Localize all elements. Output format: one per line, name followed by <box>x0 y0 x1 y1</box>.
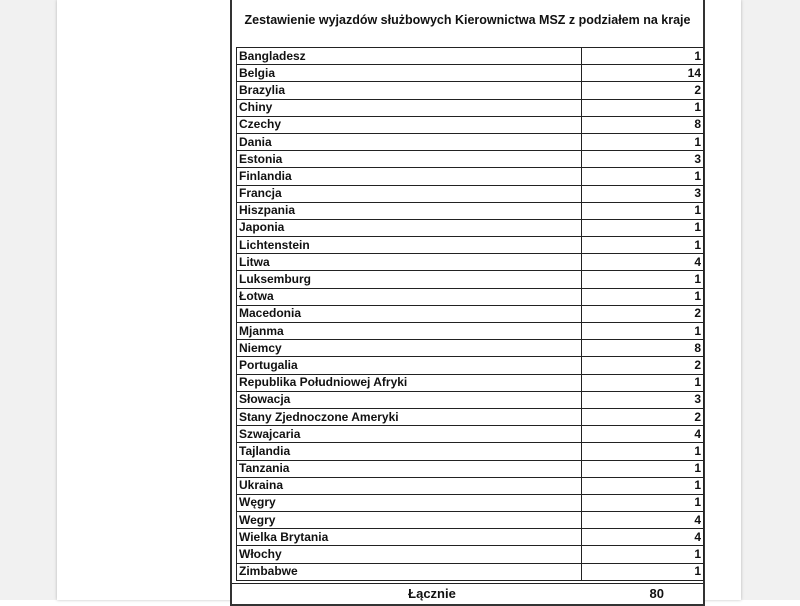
table-row <box>237 116 704 133</box>
country-cell: Estonia <box>237 151 582 168</box>
trip-count-cell: 4 <box>582 426 704 443</box>
trip-count-cell: 1 <box>582 271 704 288</box>
table-row <box>237 99 704 116</box>
trip-count-cell: 2 <box>582 408 704 425</box>
country-cell: Finlandia <box>237 168 582 185</box>
table-row <box>237 374 704 391</box>
country-cell: Węgry <box>237 494 582 511</box>
table-row <box>237 288 704 305</box>
country-cell: Litwa <box>237 254 582 271</box>
country-cell: Bangladesz <box>237 48 582 65</box>
document-page <box>57 0 741 600</box>
trip-count-cell: 1 <box>582 237 704 254</box>
trip-count-cell: 1 <box>582 546 704 563</box>
country-cell: Brazylia <box>237 82 582 99</box>
table-row <box>237 151 704 168</box>
trip-count-cell: 1 <box>582 48 704 65</box>
country-trips-table <box>236 47 704 581</box>
trip-count-cell: 8 <box>582 116 704 133</box>
table-row <box>237 254 704 271</box>
trip-count-cell: 2 <box>582 82 704 99</box>
country-cell: Wegry <box>237 512 582 529</box>
country-cell: Belgia <box>237 65 582 82</box>
trip-count-cell: 4 <box>582 529 704 546</box>
total-label: Łącznie <box>408 586 456 602</box>
country-cell: Niemcy <box>237 340 582 357</box>
trip-count-cell: 4 <box>582 254 704 271</box>
trip-count-cell: 1 <box>582 477 704 494</box>
trip-count-cell: 3 <box>582 391 704 408</box>
trip-count-cell: 1 <box>582 443 704 460</box>
trip-count-cell: 1 <box>582 323 704 340</box>
trip-count-cell: 1 <box>582 133 704 150</box>
trip-count-cell: 3 <box>582 151 704 168</box>
country-cell: Stany Zjednoczone Ameryki <box>237 408 582 425</box>
table-row <box>237 168 704 185</box>
country-cell: Mjanma <box>237 323 582 340</box>
total-row <box>232 583 703 604</box>
country-cell: Słowacja <box>237 391 582 408</box>
country-cell: Chiny <box>237 99 582 116</box>
table-row <box>237 323 704 340</box>
table-row <box>237 48 704 65</box>
table-row <box>237 563 704 580</box>
trip-count-cell: 1 <box>582 219 704 236</box>
country-cell: Luksemburg <box>237 271 582 288</box>
total-value: 80 <box>649 586 664 602</box>
table-row <box>237 202 704 219</box>
table-row <box>237 460 704 477</box>
trip-count-cell: 1 <box>582 494 704 511</box>
table-row <box>237 443 704 460</box>
country-cell: Macedonia <box>237 305 582 322</box>
table-row <box>237 529 704 546</box>
table-row <box>237 494 704 511</box>
trip-count-cell: 1 <box>582 99 704 116</box>
table-row <box>237 133 704 150</box>
table-row <box>237 185 704 202</box>
table-row <box>237 340 704 357</box>
table-row <box>237 391 704 408</box>
trip-count-cell: 4 <box>582 512 704 529</box>
trip-count-cell: 2 <box>582 305 704 322</box>
table-row <box>237 65 704 82</box>
trip-count-cell: 1 <box>582 374 704 391</box>
table-row <box>237 546 704 563</box>
table-row <box>237 512 704 529</box>
country-cell: Lichtenstein <box>237 237 582 254</box>
trip-count-cell: 1 <box>582 168 704 185</box>
report-table-frame <box>230 0 705 606</box>
trip-count-cell: 1 <box>582 288 704 305</box>
country-cell: Portugalia <box>237 357 582 374</box>
table-row <box>237 305 704 322</box>
country-cell: Dania <box>237 133 582 150</box>
table-row <box>237 426 704 443</box>
table-row <box>237 271 704 288</box>
country-cell: Wielka Brytania <box>237 529 582 546</box>
country-cell: Czechy <box>237 116 582 133</box>
trip-count-cell: 1 <box>582 460 704 477</box>
trip-count-cell: 3 <box>582 185 704 202</box>
trip-count-cell: 8 <box>582 340 704 357</box>
table-row <box>237 477 704 494</box>
table-row <box>237 82 704 99</box>
table-body <box>237 48 704 581</box>
country-cell: Tajlandia <box>237 443 582 460</box>
trip-count-cell: 14 <box>582 65 704 82</box>
report-title: Zestawienie wyjazdów służbowych Kierownictwa MSZ z podziałem na kraje <box>244 13 691 27</box>
country-cell: Japonia <box>237 219 582 236</box>
table-row <box>237 408 704 425</box>
country-cell: Francja <box>237 185 582 202</box>
trip-count-cell: 1 <box>582 202 704 219</box>
country-cell: Hiszpania <box>237 202 582 219</box>
country-cell: Tanzania <box>237 460 582 477</box>
country-cell: Ukraina <box>237 477 582 494</box>
country-cell: Zimbabwe <box>237 563 582 580</box>
country-cell: Włochy <box>237 546 582 563</box>
trip-count-cell: 2 <box>582 357 704 374</box>
table-row <box>237 219 704 236</box>
country-cell: Republika Południowej Afryki <box>237 374 582 391</box>
table-row <box>237 237 704 254</box>
country-cell: Szwajcaria <box>237 426 582 443</box>
country-cell: Łotwa <box>237 288 582 305</box>
trip-count-cell: 1 <box>582 563 704 580</box>
table-row <box>237 357 704 374</box>
